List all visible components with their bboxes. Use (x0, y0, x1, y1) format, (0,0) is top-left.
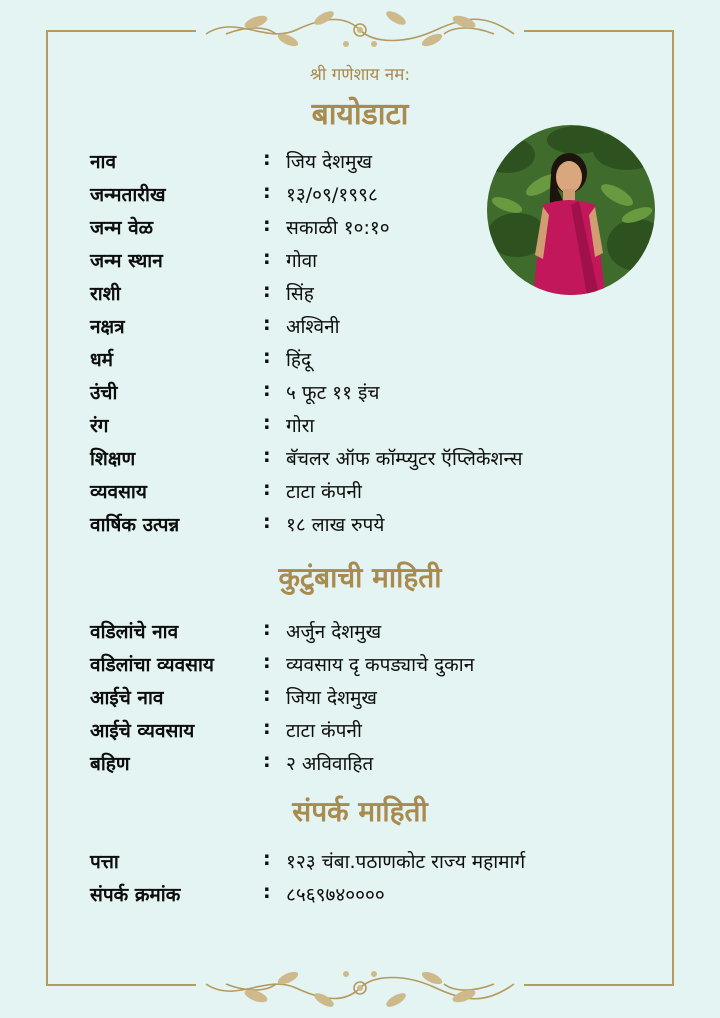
frame-right (672, 30, 674, 986)
colon-separator: : (263, 313, 271, 335)
colon-separator: : (263, 511, 271, 533)
detail-value: टाटा कंपनी (286, 720, 362, 742)
detail-value: १८ लाख रुपये (286, 514, 385, 536)
frame-bottom-right (524, 984, 674, 986)
colon-separator: : (263, 618, 271, 640)
colon-separator: : (263, 148, 271, 170)
detail-label: आईचे व्यवसाय (90, 720, 195, 742)
detail-label: नाव (90, 151, 117, 173)
detail-value: गोवा (286, 250, 318, 272)
colon-separator: : (263, 247, 271, 269)
invocation-text: श्री गणेशाय नम: (309, 65, 411, 85)
detail-label: रंग (90, 415, 109, 437)
detail-label: बहिण (90, 753, 130, 775)
frame-bottom-left (46, 984, 196, 986)
detail-label: जन्म स्थान (90, 250, 163, 272)
detail-value: ८५६९७४०००० (286, 884, 385, 906)
detail-value: जिय देशमुख (286, 151, 372, 173)
detail-label: शिक्षण (90, 448, 136, 470)
detail-value: सिंह (286, 283, 314, 305)
floral-ornament-icon (196, 960, 524, 1012)
detail-value: ५ फूट ११ इंच (286, 382, 380, 404)
colon-separator: : (263, 651, 271, 673)
detail-label: व्यवसाय (90, 481, 147, 503)
frame-top-left (46, 30, 196, 32)
detail-value: जिया देशमुख (286, 687, 377, 709)
detail-label: धर्म (90, 349, 114, 371)
detail-value: टाटा कंपनी (286, 481, 362, 503)
profile-photo (487, 125, 655, 295)
colon-separator: : (263, 750, 271, 772)
detail-value: १२३ चंबा.पठाणकोट राज्य महामार्ग (286, 851, 526, 873)
colon-separator: : (263, 881, 271, 903)
colon-separator: : (263, 412, 271, 434)
detail-value: अश्विनी (286, 316, 340, 338)
colon-separator: : (263, 181, 271, 203)
colon-separator: : (263, 848, 271, 870)
detail-label: आईचे नाव (90, 687, 164, 709)
floral-ornament-icon (196, 4, 524, 56)
detail-label: संपर्क क्रमांक (90, 884, 181, 906)
detail-value: १३/०९/१९९८ (286, 184, 378, 206)
page-title: बायोडाटा (311, 97, 409, 132)
detail-value: व्यवसाय दृ कपड्याचे दुकान (286, 654, 475, 676)
frame-left (46, 30, 48, 986)
detail-label: उंची (90, 382, 118, 404)
detail-value: हिंदू (286, 349, 312, 371)
colon-separator: : (263, 684, 271, 706)
detail-label: जन्म वेळ (90, 217, 154, 239)
detail-value: बॅचलर ऑफ कॉम्प्युटर ऍप्लिकेशन्स (286, 448, 523, 470)
frame-top-right (524, 30, 674, 32)
colon-separator: : (263, 280, 271, 302)
detail-label: वडिलांचे नाव (90, 621, 179, 643)
detail-value: २ अविवाहित (286, 753, 374, 775)
detail-value: सकाळी १०:१० (286, 217, 390, 239)
detail-label: वडिलांचा व्यवसाय (90, 654, 214, 676)
contact-section-title: संपर्क माहिती (292, 795, 428, 828)
family-section-title: कुटुंबाची माहिती (278, 561, 442, 594)
detail-label: जन्मतारीख (90, 184, 166, 206)
detail-label: राशी (90, 283, 121, 305)
colon-separator: : (263, 478, 271, 500)
colon-separator: : (263, 379, 271, 401)
detail-label: वार्षिक उत्पन्न (90, 514, 180, 536)
colon-separator: : (263, 346, 271, 368)
detail-label: नक्षत्र (90, 316, 125, 338)
colon-separator: : (263, 717, 271, 739)
detail-label: पत्ता (90, 851, 119, 873)
detail-value: अर्जुन देशमुख (286, 621, 382, 643)
colon-separator: : (263, 214, 271, 236)
colon-separator: : (263, 445, 271, 467)
detail-value: गोरा (286, 415, 315, 437)
